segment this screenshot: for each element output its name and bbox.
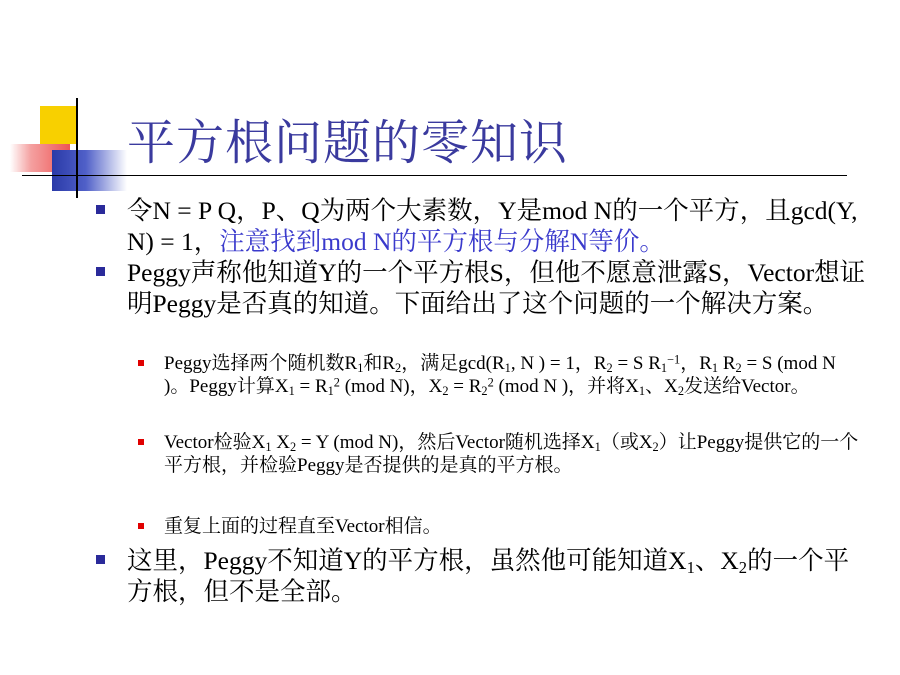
- decorative-vertical-line: [76, 98, 78, 198]
- decorative-yellow-square: [40, 106, 77, 144]
- slide-title: 平方根问题的零知识: [127, 117, 569, 170]
- bullet-1-highlight: 注意找到mod N的平方根与分解N等价。: [219, 227, 665, 256]
- sub-bullet-3: 重复上面的过程直至Vector相信。: [164, 515, 864, 538]
- sub-bullet-2: Vector检验$X_1$ $X_2 = Y$ (mod N)，然后Vector随机选择$X_1$（或$X_2$）让Peggy提供它的一个平方根，并检验Peggy是否提供的是真的平方根。: [164, 431, 864, 477]
- sub-bullet-1: Peggy选择两个随机数$R_1$和$R_2$，满足$\gcd(R_1$, N ) = 1，$R_2 = S$ $R_1^{-1}$，$R_1$ $R_2 = S$ (mod N )。Peggy计算$X_1 = R_1^2$ (mod N)，$X_2 = R_2^2$ (mod N )，并将$X_1$、$X_2$发送给Vector。: [164, 352, 864, 398]
- bullet-item-2: Peggy声称他知道Y的一个平方根S，但他不愿意泄露S，Vector想证明Peggy是否真的知道。下面给出了这个问题的一个解决方案。: [127, 258, 866, 318]
- decorative-blue-bar: [52, 150, 127, 191]
- bullet-item-3: 这里，Peggy不知道Y的平方根，虽然他可能知道$X_1$、$X_2$的一个平方根，但不是全部。: [127, 545, 867, 607]
- bullet-item-1: [127, 195, 867, 257]
- title-underline: [22, 175, 847, 176]
- bullet-1-text: 令N = P Q，P、Q为两个大素数，Y是mod N的一个平方，且gcd(Y, N) = 1，: [127, 196, 858, 256]
